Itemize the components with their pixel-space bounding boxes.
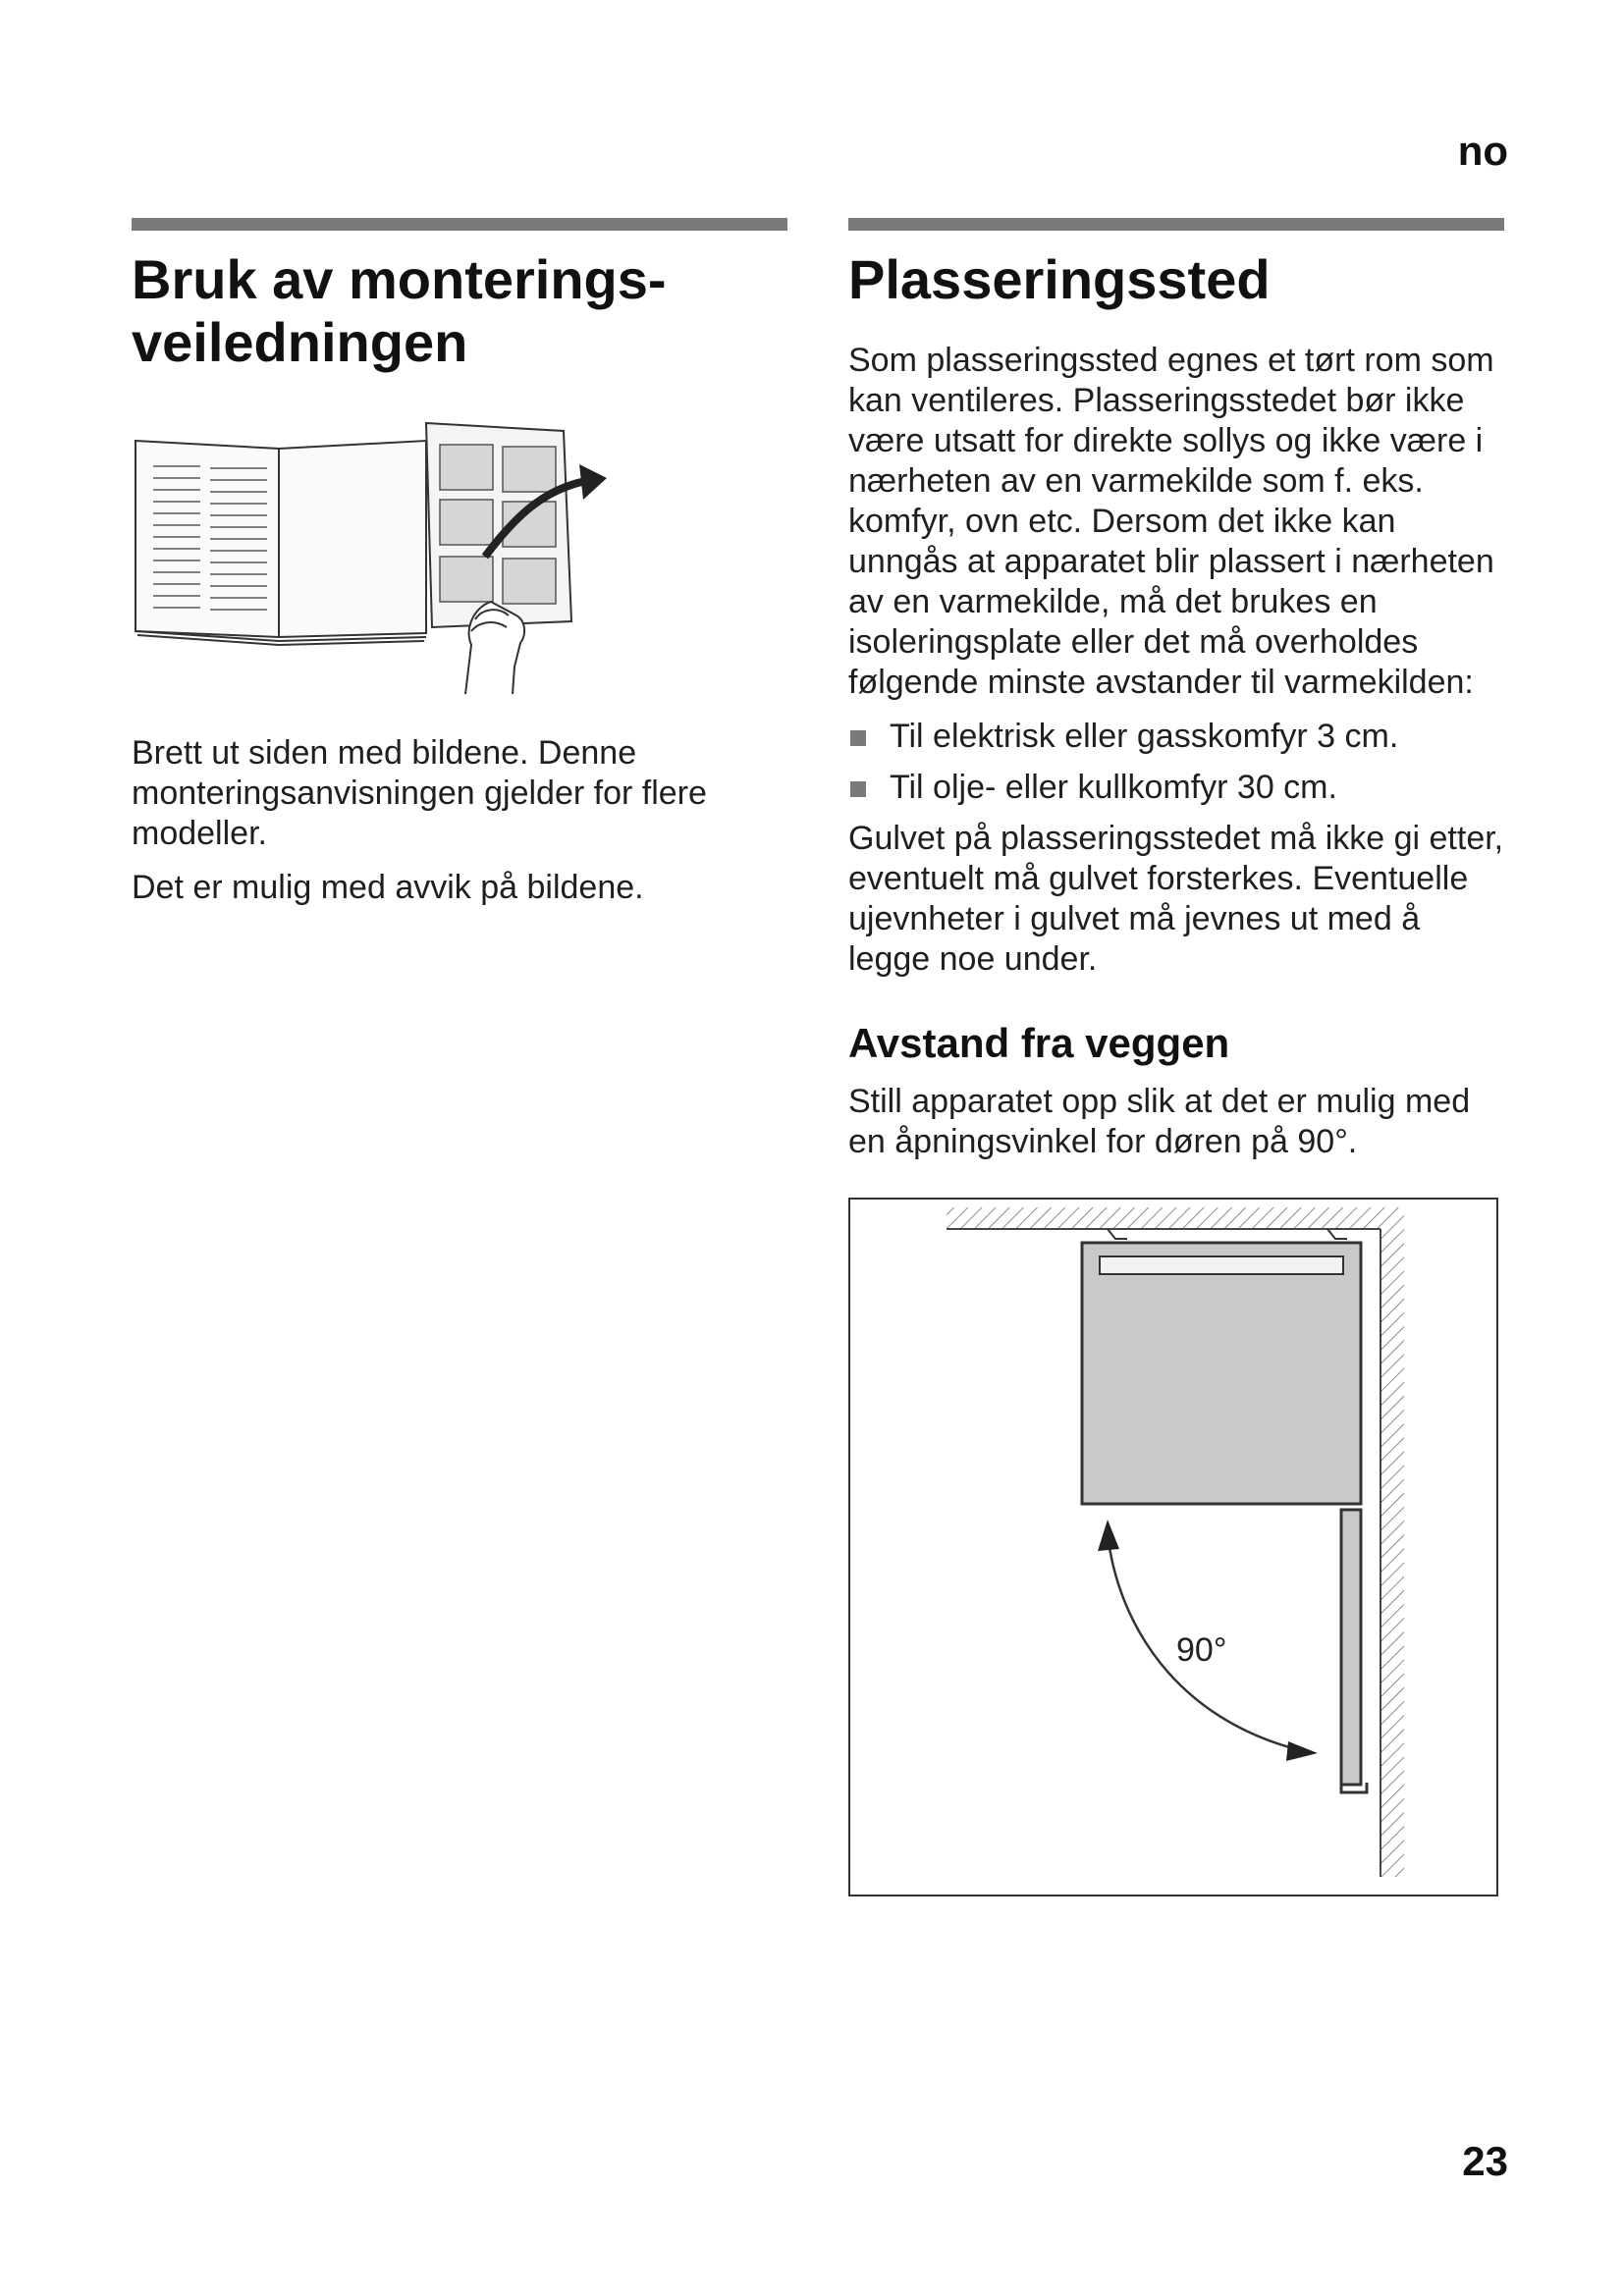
section-rule xyxy=(848,218,1504,231)
door-angle-drawing xyxy=(850,1200,1496,1895)
door-angle-diagram xyxy=(848,1198,1498,1896)
paragraph-location-intro: Som plasseringssted egnes et tørt rom som kan ventileres. Plasseringsstedet bør ikke være utsatt for direkte sollys og ikke være i nærheten av en varmekilde som f. eks. komfyr, ovn etc. Dersom det ikke kan unngås at apparatet blir plassert i nærheten av en varmekilde, må det brukes en isoleringsplate eller det må overholdes følgende minste avstander til varmekilden: xyxy=(848,342,1494,701)
distance-list xyxy=(848,717,1504,808)
subheading-wall-distance: Avstand fra veggen xyxy=(848,1020,1230,1066)
heading-line-1: Bruk av monterings- xyxy=(132,248,667,310)
section-heading-manual xyxy=(132,248,787,374)
section-heading-location: Plasseringssted xyxy=(848,248,1271,310)
paragraph-fold-out: Brett ut siden med bildene. Denne monteringsanvisningen gjelder for flere modeller. xyxy=(132,734,707,852)
bullet-square-icon xyxy=(850,730,866,746)
paragraph-deviations: Det er mulig med avvik på bildene. xyxy=(132,869,644,906)
right-column xyxy=(848,218,1504,1896)
section-rule xyxy=(132,218,787,231)
book-unfold-illustration xyxy=(132,409,623,704)
language-tag: no xyxy=(1457,128,1508,174)
heading-line-2: veiledningen xyxy=(132,311,468,373)
paragraph-wall-distance: Still apparatet opp slik at det er mulig med en åpningsvinkel for døren på 90°. xyxy=(848,1083,1471,1160)
paragraph-floor: Gulvet på plasseringsstedet må ikke gi etter, eventuelt må gulvet forsterkes. Eventuelle ujevnheter i gulvet må jevnes ut med å legge noe under. xyxy=(848,820,1504,978)
page-number: 23 xyxy=(1462,2138,1508,2184)
list-item xyxy=(848,768,1504,808)
list-item xyxy=(848,717,1504,757)
bullet-square-icon xyxy=(850,781,866,797)
list-item-text: Til olje- eller kullkomfyr 30 cm. xyxy=(890,769,1337,806)
left-column xyxy=(132,218,787,922)
angle-label: 90° xyxy=(1176,1631,1227,1669)
list-item-text: Til elektrisk eller gasskomfyr 3 cm. xyxy=(890,718,1399,755)
